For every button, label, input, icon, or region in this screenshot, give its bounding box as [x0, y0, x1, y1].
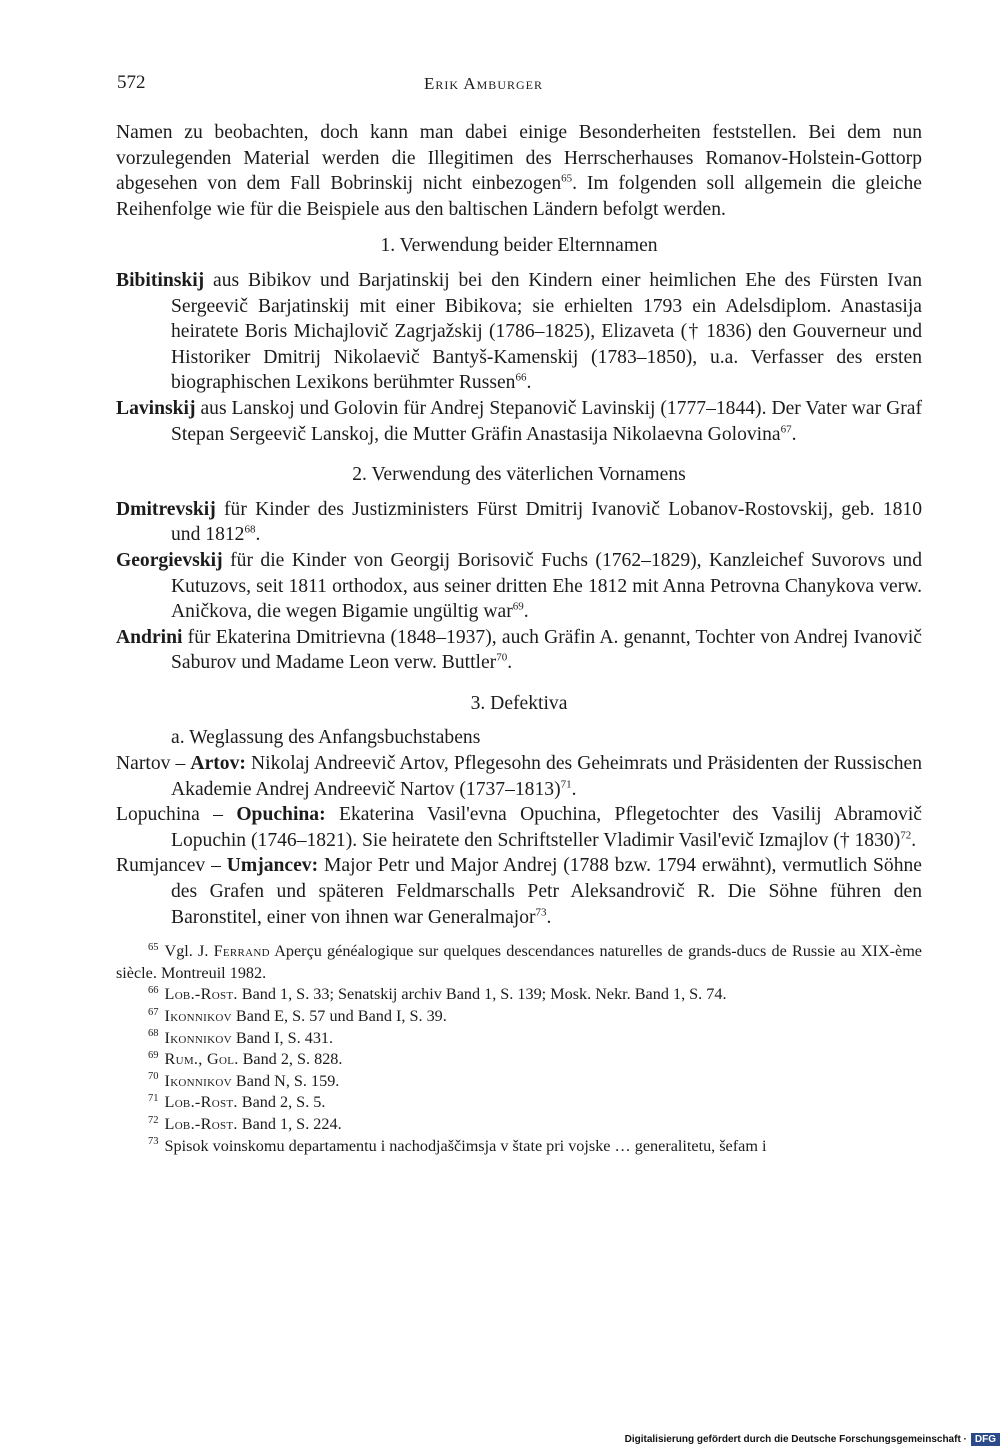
footnote-ref: 65: [561, 172, 573, 185]
footnote-69: $^{69}$ Rum., Gol. Band 2, S. 828.: [148, 1049, 343, 1069]
entry-opuchina: Lopuchina – Opuchina: Ekaterina Vasil'evna Opuchina, Pflegetochter des Vasilij Abramovič Lopuchin (1746–1821). Sie heiratete den Schriftsteller Vladimir Vasil'evič Izmajlov († 1830)$^{72}$.: [116, 804, 922, 851]
section-heading: 3. Defektiva: [470, 692, 568, 714]
section-heading: 1. Verwendung beider Elternnamen: [380, 235, 658, 257]
subsection-heading: a. Weglassung des Anfangsbuchstabens: [171, 727, 481, 749]
entry-term: Artov:: [190, 753, 246, 775]
section-2: [116, 462, 922, 676]
entry-umjancev: Rumjancev – Umjancev: Major Petr und Major Andrej (1788 bzw. 1794 erwähnt), vermutlich Söhne des Grafen und späteren Feldmarschalls Petr Aleksandrovič R. Die Söhne führen den Baronstitel, einer von ihnen war Generalmajor$^{73}$.: [116, 855, 922, 928]
page-number: 572: [117, 72, 146, 93]
entry-term: Georgievskij: [116, 549, 223, 571]
section-heading: 2. Verwendung des väterlichen Vornamens: [352, 464, 686, 486]
section-3: [116, 691, 922, 930]
entry-georgievskij: Georgievskij für die Kinder von Georgij Borisovič Fuchs (1762–1829), Kanzleichef Suvorovs und Kutuzovs, seit 1811 orthodox, aus seiner dritten Ehe 1812 mit Anna Petrovna Chanykova verw. Aničkova, die wegen Bigamie ungültig war$^{69}$.: [116, 549, 922, 623]
entry-term: Lavinskij: [116, 397, 196, 419]
footnote-ref: 69: [512, 600, 524, 613]
footnote-ref: 70: [496, 651, 508, 664]
digitization-stamp: Digitalisierung gefördert durch die Deutsche Forschungsgemeinschaft · DFG: [625, 1432, 1000, 1447]
entry-andrini: Andrini für Ekaterina Dmitrievna (1848–1937), auch Gräfin A. genannt, Tochter von Andrej Ivanovič Saburov und Madame Leon verw. Buttler$^{70}$.: [116, 626, 922, 674]
footnote-ref: 68: [244, 523, 256, 536]
footnote-73: $^{73}$ Spisok voinskomu departamentu i nachodjaščimsja v štate pri vojske … generalitetu, šefam i: [148, 1136, 767, 1155]
dfg-logo: DFG: [971, 1433, 1000, 1446]
footnote-ref: 71: [560, 778, 572, 791]
running-head: Erik Amburger: [424, 74, 543, 93]
section-1: [116, 233, 922, 447]
footnote-68: $^{68}$ Ikonnikov Band I, S. 431.: [148, 1028, 334, 1047]
footnote-ref: 67: [780, 423, 792, 435]
footnote-72: $^{72}$ Lob.-Rost. Band 1, S. 224.: [148, 1114, 342, 1133]
footnote-66: $^{66}$ Lob.-Rost. Band 1, S. 33; Senatskij archiv Band 1, S. 139; Mosk. Nekr. Band 1, S. 74.: [148, 985, 727, 1004]
footnote-ref: 72: [900, 829, 912, 842]
entry-lavinskij: Lavinskij aus Lanskoj und Golovin für Andrej Stepanovič Lavinskij (1777–1844). Der Vater war Graf Stepan Sergeevič Lanskoj, die Mutter Gräfin Anastasija Nikolaevna Golovina$^{67}$.: [116, 397, 922, 445]
entry-term: Andrini: [116, 626, 183, 648]
entry-artov: Nartov – Artov: Nikolaj Andreevič Artov, Pflegesohn des Geheimrats und Präsidenten der Russischen Akademie Andrej Andreevič Nartov (1737–1813)$^{71}$.: [116, 753, 922, 800]
footnote-ref: 66: [515, 371, 527, 384]
footnotes: [116, 941, 922, 1157]
entry-term: Opuchina:: [236, 804, 326, 826]
footnote-71: $^{71}$ Lob.-Rost. Band 2, S. 5.: [148, 1092, 326, 1112]
entry-bibitinskij: Bibitinskij aus Bibikov und Barjatinskij bei den Kindern einer heimlichen Ehe des Fürsten Ivan Sergeevič Barjatinskij mit einer Bibikova; sie erhielten 1793 ein Adelsdiplom. Anastasija heiratete Boris Michajlovič Zagrjažskij (1786–1825), Elizaveta († 1836) den Gouverneur und Historiker Dmitrij Nikolaevič Bantyš-Kamenskij (1783–1850), u.a. Verfasser des ersten biographischen Lexikons berühmter Russen$^{66}$.: [116, 269, 922, 394]
footnote-ref: 73: [535, 906, 547, 919]
intro-paragraph: Namen zu beobachten, doch kann man dabei einige Besonderheiten feststellen. Bei dem nun vorzulegenden Material werden die Illegitimen des Herrscherhauses Romanov-Holstein-Gottorp abgesehen von dem Fall Bobrinskij nicht einbezogen$^{65}$. Im folgenden soll allgemein die gleiche Reihenfolge wie für die Beispiele aus den baltischen Ländern befolgt werden.: [116, 122, 922, 220]
footnote-67: $^{67}$ Ikonnikov Band E, S. 57 und Band I, S. 39.: [148, 1006, 447, 1025]
footnote-70: $^{70}$ Ikonnikov Band N, S. 159.: [148, 1071, 340, 1090]
page-body: [116, 120, 922, 1157]
entry-term: Bibitinskij: [116, 269, 205, 291]
entry-dmitrevskij: Dmitrevskij für Kinder des Justizministers Fürst Dmitrij Ivanovič Lobanov-Rostovskij, geb. 1810 und 1812$^{68}$.: [116, 498, 922, 546]
footnote-65: $^{65}$ Vgl. J. Ferrand Aperçu généalogique sur quelques descendances naturelles de grands-ducs de Russie au XIX-ème siècle. Montreuil 1982.: [116, 941, 922, 982]
entry-term: Umjancev:: [226, 855, 319, 877]
entry-term: Dmitrevskij: [116, 498, 216, 520]
